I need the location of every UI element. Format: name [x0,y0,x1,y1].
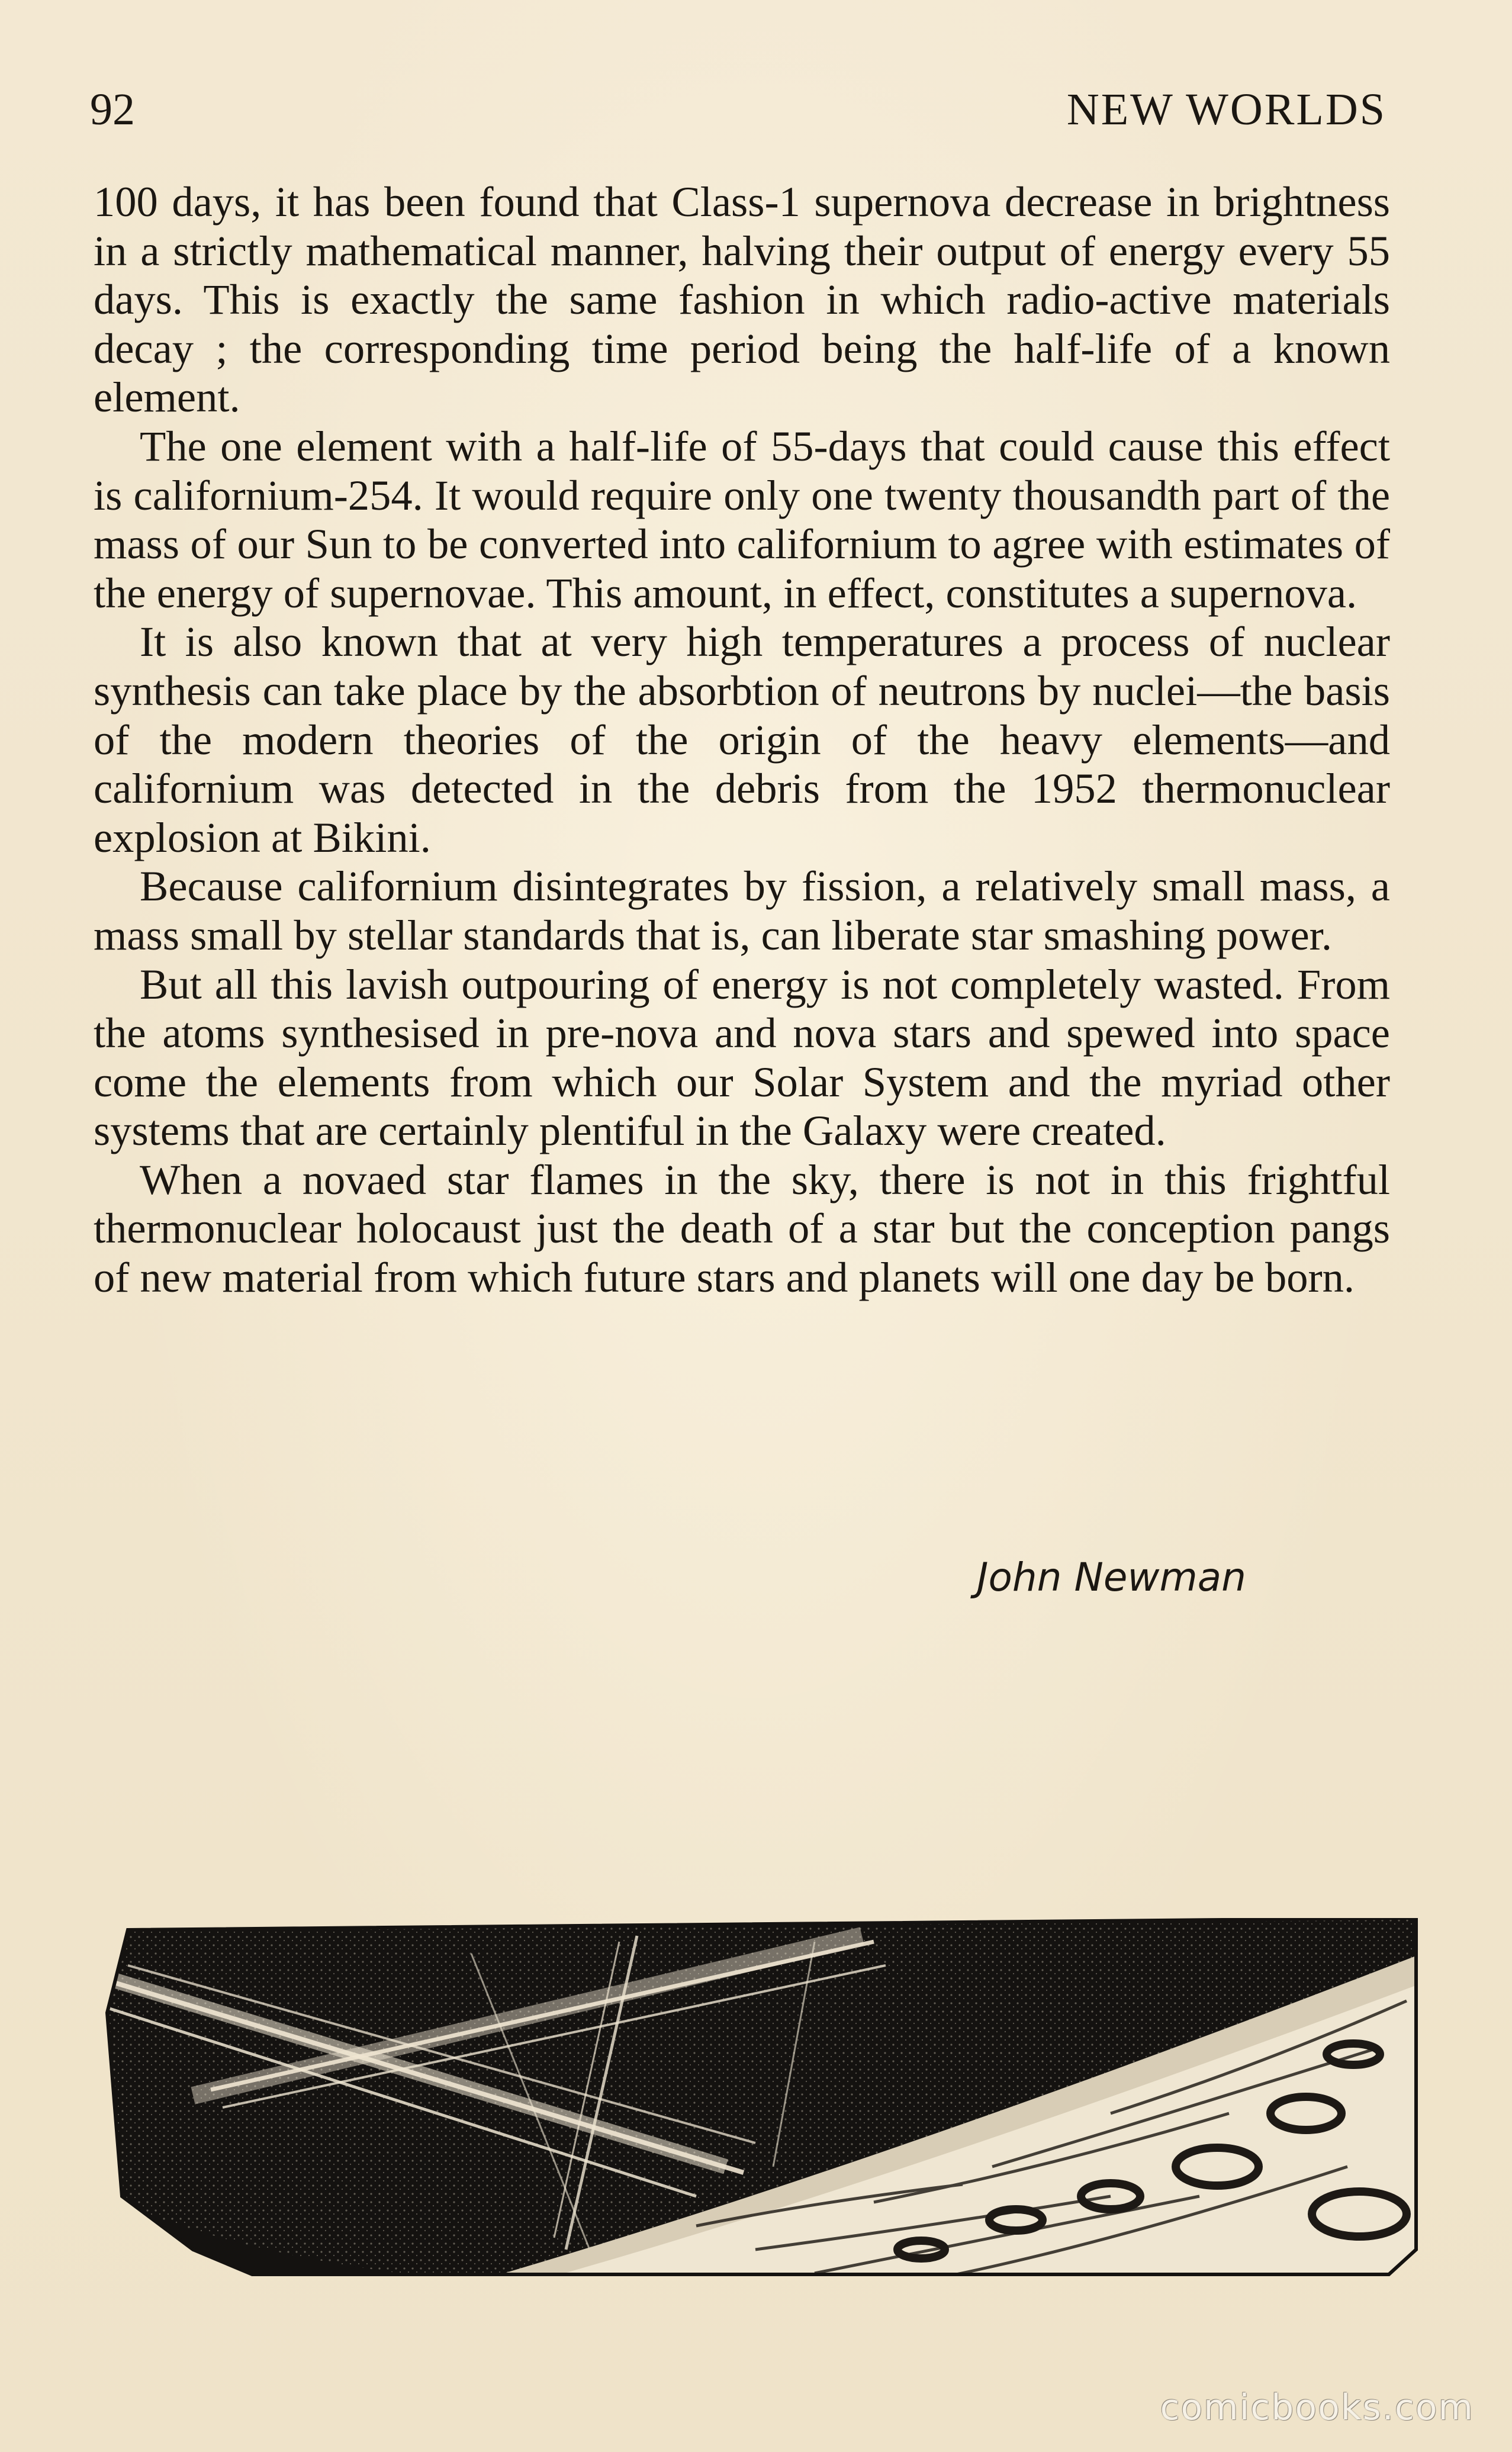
page-header [90,77,1386,142]
paragraph: Because californium disintegrates by fission, a relatively small mass, a mass small by stellar standards that is, can liberate star smashing power. [94,862,1390,959]
running-title: NEW WORLDS [1066,85,1386,134]
watermark: comicbooks.com [1160,2387,1474,2428]
paragraph: 100 days, it has been found that Class-1 supernova decrease in brightness in a strictly mathematical manner, halving their output of energy every 55 days. This is exactly the same fashion in which radio-active materials decay ; the corresponding time period being the half-life of a known element. [94,178,1390,421]
paragraph: When a novaed star flames in the sky, there is not in this frightful thermonuclear holocaust just the death of a star but the conception pangs of new material from which future stars and planets will one day be born. [94,1155,1390,1302]
paragraph: It is also known that at very high temperatures a process of nuclear synthesis can take place by the absorbtion of neutrons by nuclei—the basis of the modern theories of the origin of the heavy elements—and californium was detected in the debris from the 1952 thermonuclear explosion at Bikini. [94,617,1390,861]
moon-surface-illustration [104,1918,1422,2286]
paragraph: The one element with a half-life of 55-days that could cause this effect is californium-254. It would require only one twenty thousandth part of the mass of our Sun to be converted into californium to agree with estimates of the energy of supernovae. This amount, in effect, constitutes a supernova. [94,421,1390,617]
paragraph: But all this lavish outpouring of energy is not completely wasted. From the atoms synthesised in pre-nova and nova stars and spewed into space come the elements from which our Solar System and the myriad other systems that are certainly plentiful in the Galaxy were created. [94,960,1390,1155]
page-number: 92 [90,85,135,134]
author-byline: John Newman [977,1555,1247,1600]
article-body [94,178,1390,1302]
